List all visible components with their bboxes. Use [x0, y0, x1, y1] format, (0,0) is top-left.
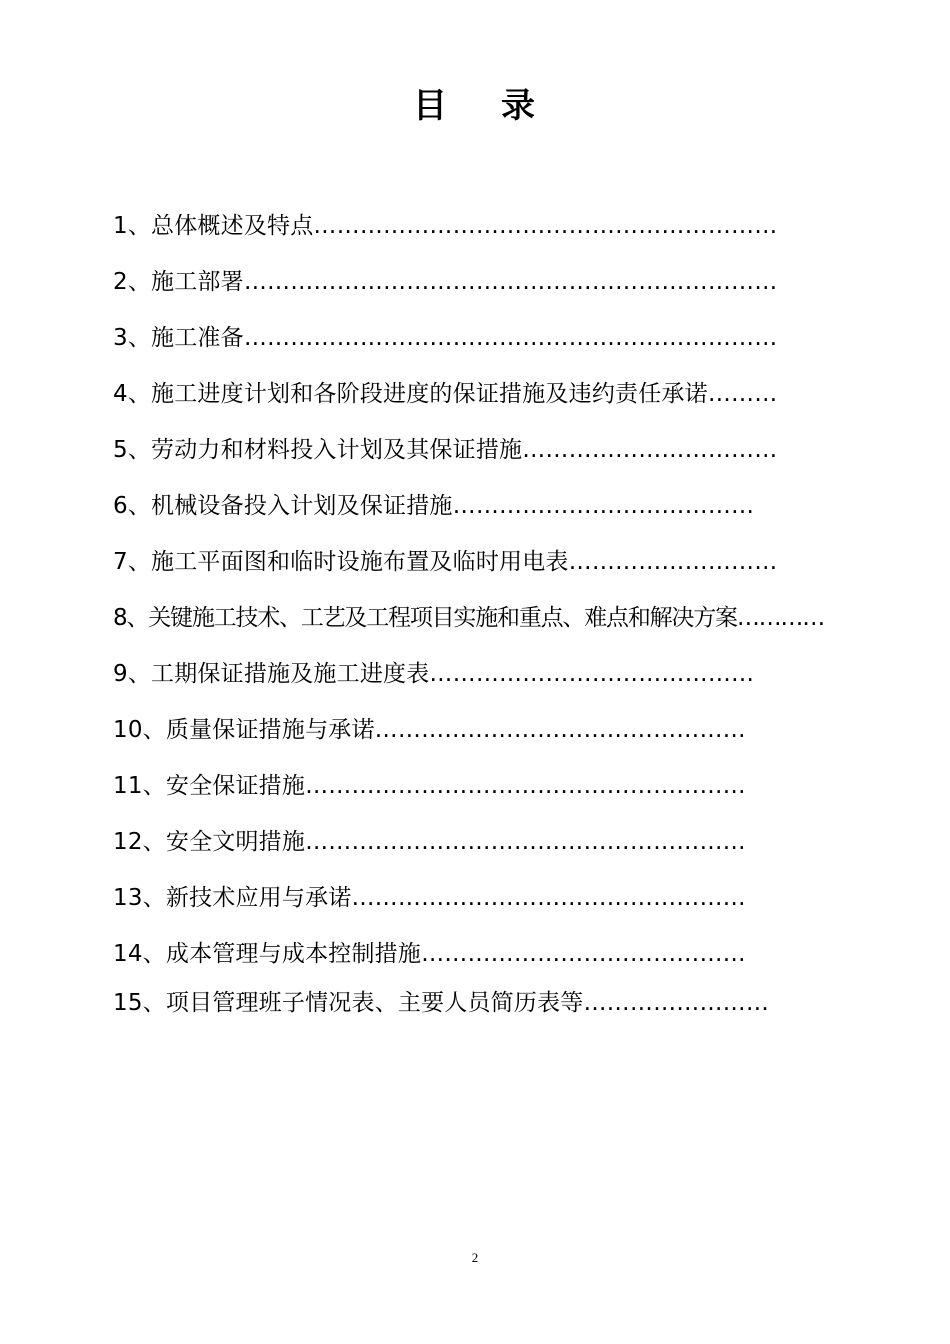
toc-item[interactable]: 7、施工平面图和临时设施布置及临时用电表……………………… [113, 549, 778, 575]
toc-item[interactable]: 9、工期保证措施及施工进度表…………………………………… [113, 661, 755, 687]
toc-item[interactable]: 15、项目管理班子情况表、主要人员简历表等…………………… [113, 990, 770, 1016]
toc-item[interactable]: 3、施工准备…………………………………………………………… [113, 325, 778, 351]
page-title [0, 78, 950, 127]
toc-item[interactable]: 2、施工部署…………………………………………………………… [113, 269, 778, 295]
page-number: 2 [471, 1250, 479, 1265]
toc-item[interactable]: 11、安全保证措施………………………………………………… [113, 773, 746, 799]
toc-item[interactable]: 10、质量保证措施与承诺………………………………………… [113, 717, 746, 743]
toc-item[interactable]: 12、安全文明措施………………………………………………… [113, 829, 746, 855]
title-char-1: 目 [413, 86, 449, 126]
toc-item[interactable]: 14、成本管理与成本控制措施…………………………………… [113, 941, 746, 967]
title-char-2: 录 [501, 86, 537, 126]
toc-item[interactable]: 4、施工进度计划和各阶段进度的保证措施及违约责任承诺……… [113, 381, 778, 407]
toc-item[interactable]: 8、关键施工技术、工艺及工程项目实施和重点、难点和解决方案………… [113, 605, 825, 631]
toc-item[interactable]: 6、机械设备投入计划及保证措施………………………………… [113, 493, 755, 519]
toc-item[interactable]: 13、新技术应用与承诺…………………………………………… [113, 885, 746, 911]
toc-item[interactable]: 1、总体概述及特点…………………………………………………… [113, 213, 778, 239]
toc-item[interactable]: 5、劳动力和材料投入计划及其保证措施…………………………… [113, 437, 778, 463]
